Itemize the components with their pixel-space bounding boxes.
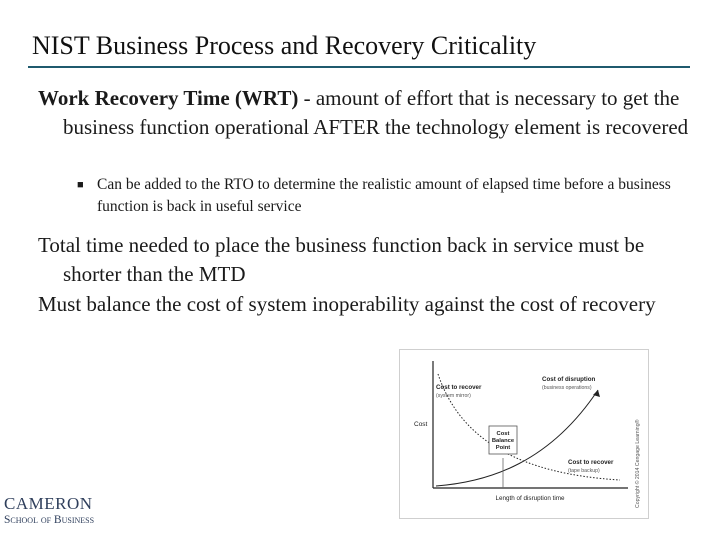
wrt-definition: - amount of effort that is necessary to get the business function operational AFTER the technology element is recovered <box>63 86 689 139</box>
slide-title: NIST Business Process and Recovery Criticality <box>32 31 537 60</box>
title-underline <box>28 66 690 68</box>
wrt-term: Work Recovery Time (WRT) <box>38 86 299 110</box>
cost-balance-diagram <box>400 350 648 518</box>
paragraph-total-time: Total time needed to place the business function back in service must be shorter than the MTD <box>38 233 645 286</box>
cameron-logo <box>4 495 98 531</box>
paragraph-wrt <box>38 84 698 142</box>
copyright-note: Copyright © 2014 Cengage Learning® <box>635 419 641 508</box>
cost-to-recover-label: Cost to recover <box>436 384 482 391</box>
x-axis-label: Length of disruption time <box>495 495 565 502</box>
balance-label-1: Cost <box>496 431 510 437</box>
balance-label-3: Point <box>495 445 511 451</box>
logo-line-1: CAMERON <box>4 494 93 513</box>
cost-balance-figure <box>399 349 649 519</box>
cost-of-disruption-label: Cost of disruption <box>542 376 596 383</box>
cost-to-recover-2-sub: (tape backup) <box>568 468 600 474</box>
bullet-rto-text: Can be added to the RTO to determine the realistic amount of elapsed time before a business function is back in useful service <box>97 176 671 215</box>
bullet-rto <box>75 174 695 218</box>
cost-to-recover-2-label: Cost to recover <box>568 459 614 466</box>
logo-line-2: School of Business <box>4 514 95 526</box>
cost-to-recover-sub: (system mirror) <box>436 393 471 399</box>
y-axis-label: Cost <box>414 421 428 428</box>
square-bullet-icon: ■ <box>77 179 84 191</box>
cost-of-disruption-sub: (business operations) <box>542 385 592 391</box>
balance-label-2: Balance <box>491 438 515 444</box>
paragraph-balance: Must balance the cost of system inoperability against the cost of recovery <box>38 292 656 316</box>
